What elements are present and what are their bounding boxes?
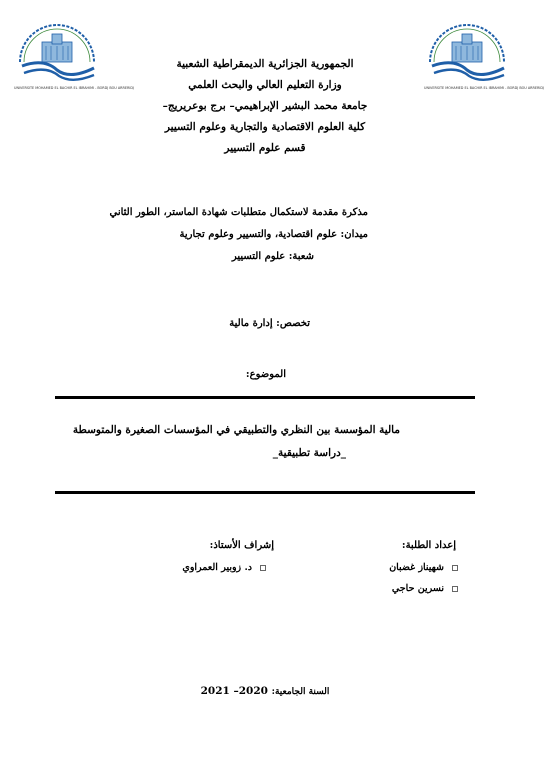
subject-top-rule (55, 396, 475, 399)
supervisor-name: د. زوبير العمراوي (182, 562, 252, 573)
academic-year (150, 685, 380, 697)
memo-purpose: مذكرة مقدمة لاستكمال متطلبات شهادة الماستر، الطور الثاني (109, 207, 368, 218)
memo-subject-label: الموضوع: (245, 369, 286, 380)
university-logo-left (14, 22, 134, 96)
student-name: شهيناز غضبان (389, 562, 444, 573)
academic-year-value: 2020– 2021 (200, 685, 268, 697)
header-ministry: وزارة التعليم العالي والبحث العلمي (188, 79, 342, 91)
university-emblem-icon (424, 22, 510, 84)
header-university: جامعة محمد البشير الإبراهيمي– برج بوعريريج– (162, 100, 368, 112)
logo-right-caption: UNIVERSITE MOHAMED EL BACHIR EL IBRAHIMI - BORDJ BOU ARRERIDJ (424, 86, 544, 90)
bullet-icon (452, 586, 458, 592)
bullet-icon (260, 565, 266, 571)
student-name: نسرين حاجي (391, 583, 444, 594)
memo-field: ميدان: علوم اقتصادية، والتسيير وعلوم تجارية (179, 229, 368, 240)
logo-left-caption: UNIVERSITE MOHAMED EL BACHIR EL IBRAHIMI - BORDJ BOU ARRERIDJ (14, 86, 134, 90)
student-row (392, 583, 458, 594)
university-emblem-icon (14, 22, 100, 84)
subject-subtitle: _دراسة تطبيقية_ (272, 447, 346, 459)
students-label: إعداد الطلبة: (401, 540, 456, 551)
header-republic: الجمهورية الجزائرية الديمقراطية الشعبية (176, 58, 354, 70)
student-row (389, 562, 458, 573)
academic-year-label: السنة الجامعية: (271, 687, 330, 697)
supervisor-name-row (182, 562, 266, 573)
subject-bottom-rule (55, 491, 475, 494)
header-faculty: كلية العلوم الاقتصادية والتجارية وعلوم التسيير (164, 121, 366, 133)
university-logo-right (424, 22, 544, 96)
supervisor-label: إشراف الأستاذ: (209, 540, 274, 551)
subject-title: مالية المؤسسة بين النظري والتطبيقي في المؤسسات الصغيرة والمتوسطة (72, 424, 400, 436)
memo-branch: شعبة: علوم التسيير (231, 251, 314, 262)
memo-speciality: تخصص: إدارة مالية (229, 318, 310, 329)
header-department: قسم علوم التسيير (224, 142, 306, 154)
bullet-icon (452, 565, 458, 571)
